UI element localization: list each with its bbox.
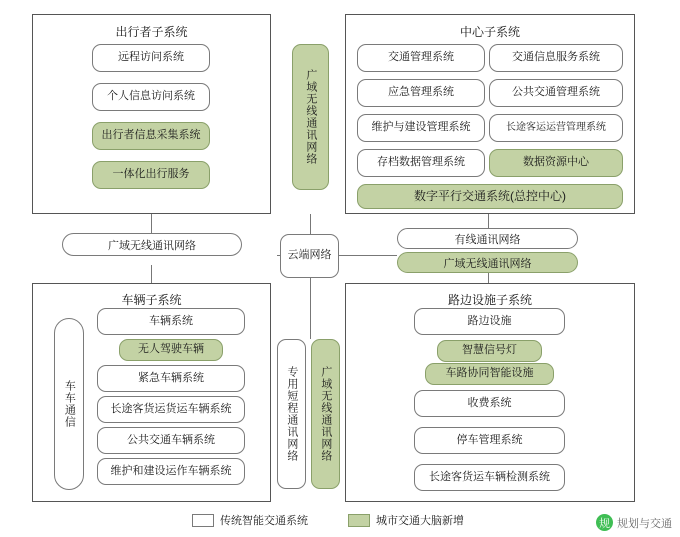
traveler-item-1[interactable] <box>92 83 210 111</box>
roadside-item-4[interactable] <box>414 427 565 454</box>
roadside-item-1[interactable] <box>437 340 542 362</box>
connector-top-wireless-network-label: 广域无线通讯网络 <box>304 69 317 165</box>
center-item-4[interactable] <box>357 114 485 142</box>
connector-right-wireless[interactable] <box>397 252 578 273</box>
center-item-5[interactable] <box>489 114 623 142</box>
legend-swatch-new <box>348 514 370 527</box>
center-item-7[interactable] <box>489 149 623 177</box>
roadside-item-4-label: 停车管理系统 <box>456 433 523 446</box>
connector-dedicated-short-range[interactable] <box>277 339 306 489</box>
center-item-1-label: 交通信息服务系统 <box>512 51 600 64</box>
connector-bottom-wireless[interactable] <box>311 339 340 489</box>
traveler-item-2[interactable] <box>92 122 210 150</box>
roadside-subsystem-title: 路边设施子系统 <box>447 293 532 307</box>
traveler-item-3[interactable] <box>92 161 210 189</box>
roadside-item-5[interactable] <box>414 464 565 491</box>
vehicle-subsystem-title: 车辆子系统 <box>121 293 182 307</box>
connector-left-wide-wireless-label: 广域无线通讯网络 <box>108 239 196 252</box>
connector-wired-network[interactable] <box>397 228 578 249</box>
vehicle-item-1[interactable] <box>119 339 223 361</box>
roadside-item-0-label: 路边设施 <box>467 314 512 327</box>
legend-swatch-traditional <box>192 514 214 527</box>
connector-top-wireless-network[interactable] <box>292 44 329 190</box>
vehicle-item-3[interactable] <box>97 396 245 423</box>
watermark <box>596 514 672 531</box>
center-item-3-label: 公共交通管理系统 <box>512 86 600 99</box>
roadside-item-5-label: 长途客货运车辆检测系统 <box>429 470 550 483</box>
center-item-4-label: 维护与建设管理系统 <box>371 121 471 134</box>
vehicle-item-0-label: 车辆系统 <box>149 314 193 327</box>
vehicle-to-vehicle-comm[interactable] <box>54 318 84 490</box>
roadside-item-3[interactable] <box>414 390 565 417</box>
watermark-text: 规划与交通 <box>617 517 672 530</box>
connector-line-cloud-right <box>339 255 397 256</box>
vehicle-item-3-label: 长途客货运货运车辆系统 <box>110 402 232 415</box>
traveler-item-1-label: 个人信息访问系统 <box>107 90 195 103</box>
center-item-5-label: 长途客运运营管理系统 <box>506 122 606 133</box>
traveler-item-3-label: 一体化出行服务 <box>112 168 190 181</box>
roadside-item-0[interactable] <box>414 308 565 335</box>
vehicle-item-5-label: 维护和建设运作车辆系统 <box>110 464 232 477</box>
connector-bottom-wireless-label: 广域无线通讯网络 <box>319 366 332 462</box>
vehicle-item-5[interactable] <box>97 458 245 485</box>
vehicle-item-4[interactable] <box>97 427 245 454</box>
traveler-item-0[interactable] <box>92 44 210 72</box>
traveler-item-0-label: 远程访问系统 <box>118 51 184 64</box>
connector-cloud-network[interactable] <box>280 234 339 278</box>
center-item-2-label: 应急管理系统 <box>388 86 454 99</box>
connector-right-wireless-label: 广域无线通讯网络 <box>443 257 532 270</box>
connector-dedicated-short-range-label: 专用短程通讯网络 <box>285 366 298 462</box>
vehicle-item-1-label: 无人驾驶车辆 <box>138 343 204 356</box>
connector-cloud-network-label: 云端网络 <box>287 249 332 262</box>
connector-wired-network-label: 有线通讯网络 <box>454 233 521 246</box>
center-control-center[interactable] <box>357 184 623 209</box>
legend-label-traditional: 传统智能交通系统 <box>220 515 308 527</box>
roadside-item-3-label: 收费系统 <box>467 396 512 409</box>
watermark-badge-icon: 规 <box>596 514 613 531</box>
connector-left-wide-wireless[interactable] <box>62 233 242 256</box>
roadside-item-1-label: 智慧信号灯 <box>462 344 517 357</box>
vehicle-item-2[interactable] <box>97 365 245 392</box>
center-item-6[interactable] <box>357 149 485 177</box>
traveler-item-2-label: 出行者信息采集系统 <box>101 129 201 142</box>
legend-item-traditional <box>192 512 308 528</box>
center-item-2[interactable] <box>357 79 485 107</box>
center-item-0-label: 交通管理系统 <box>388 51 454 64</box>
legend-item-new <box>348 512 464 528</box>
center-item-1[interactable] <box>489 44 623 72</box>
connector-line-cloud-up <box>310 214 311 234</box>
center-subsystem-title: 中心子系统 <box>459 25 520 39</box>
roadside-item-2[interactable] <box>425 363 554 385</box>
traveler-subsystem-title: 出行者子系统 <box>115 25 188 39</box>
roadside-item-2-label: 车路协同智能设施 <box>445 367 534 380</box>
center-item-7-label: 数据资源中心 <box>523 156 589 169</box>
center-control-center-label: 数字平行交通系统(总控中心) <box>414 189 566 204</box>
vehicle-to-vehicle-comm-label: 车车通信 <box>63 380 76 428</box>
center-item-6-label: 存档数据管理系统 <box>377 156 465 169</box>
center-item-0[interactable] <box>357 44 485 72</box>
connector-line-cloud-down <box>310 277 311 339</box>
connector-line-vehicle-up <box>151 265 152 285</box>
vehicle-item-0[interactable] <box>97 308 245 335</box>
center-item-3[interactable] <box>489 79 623 107</box>
vehicle-item-2-label: 紧急车辆系统 <box>138 371 204 384</box>
legend-label-new: 城市交通大脑新增 <box>376 515 464 527</box>
vehicle-item-4-label: 公共交通车辆系统 <box>127 433 215 446</box>
